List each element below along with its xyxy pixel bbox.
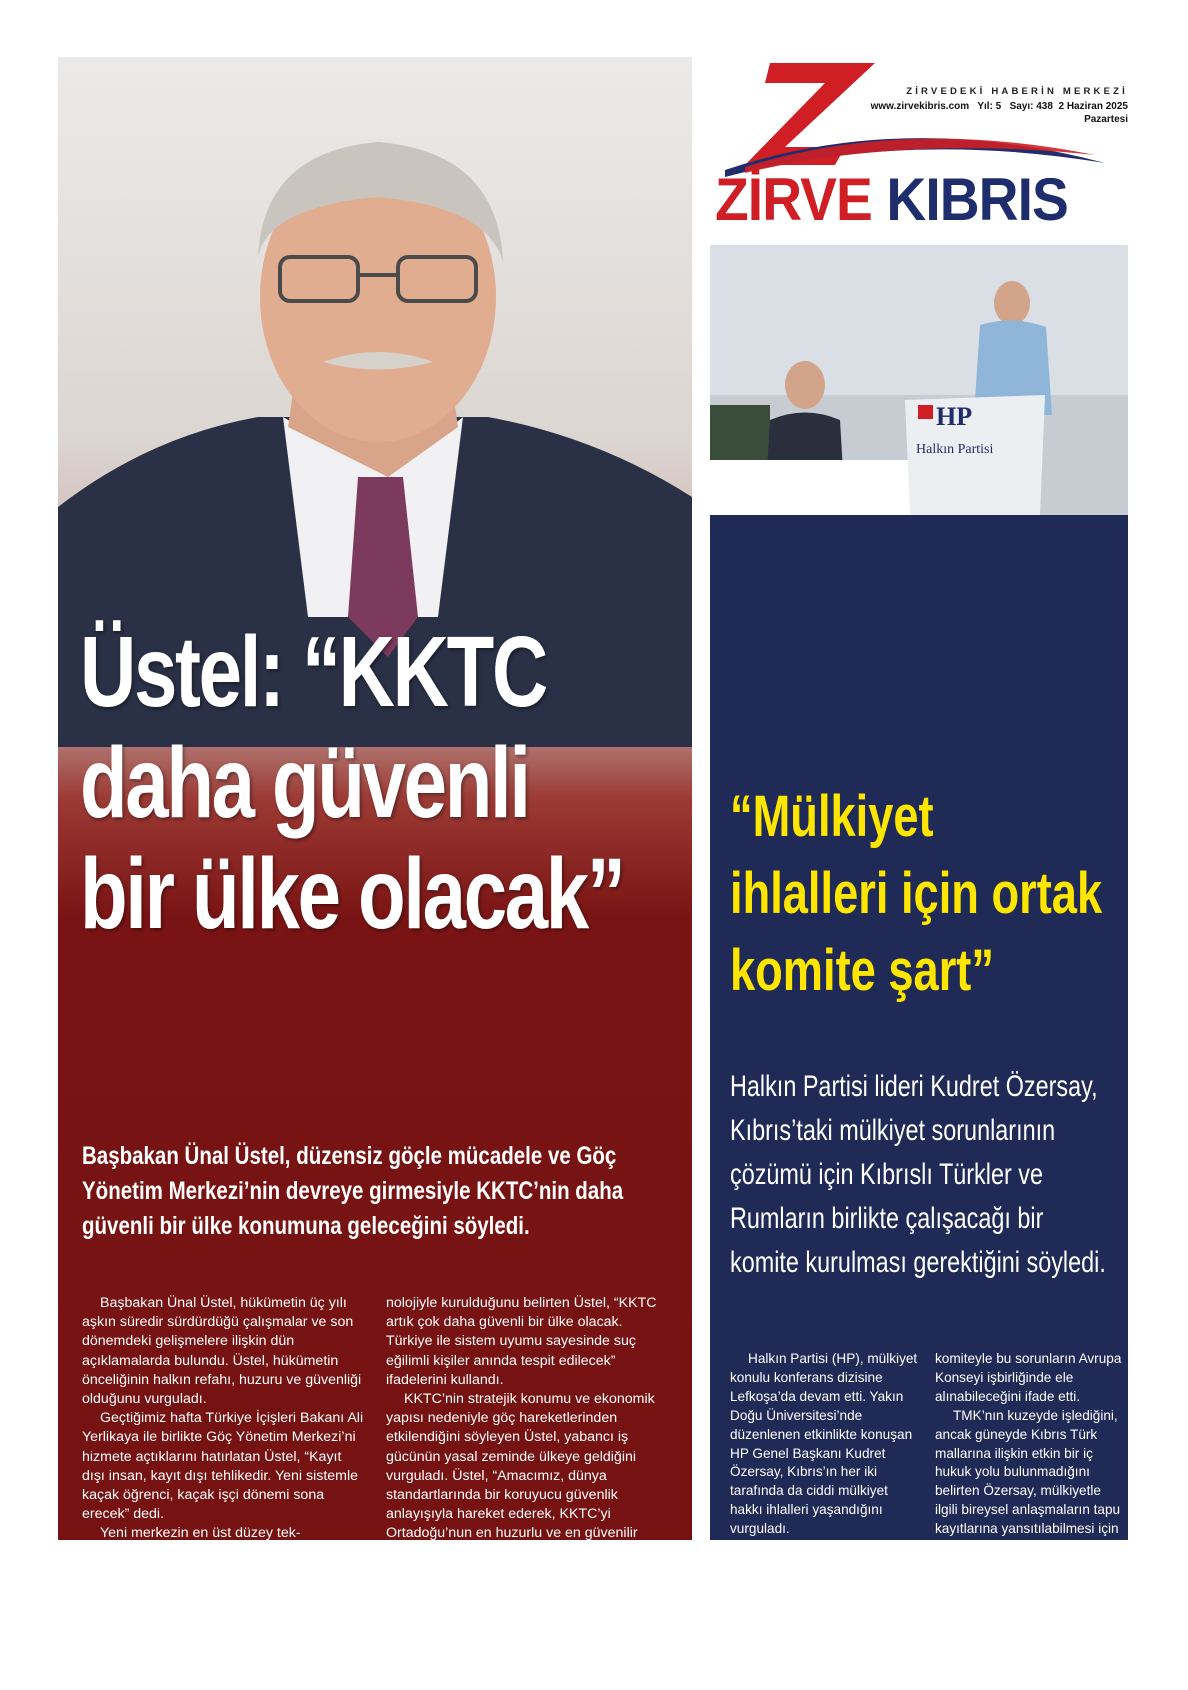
masthead-year: Yıl: 5 xyxy=(977,101,1002,112)
left-headline-line-1: Üstel: “KKTC xyxy=(80,616,546,728)
left-lede: Başbakan Ünal Üstel, düzensiz göçle mücadele ve Göç Yönetim Merkezi’nin devreye girmesiyle KKTC’nin daha güvenli bir ülke konumuna geleceğini söyledi. xyxy=(82,1142,624,1240)
brand-name-part-2: KIBRIS xyxy=(886,166,1068,233)
masthead-issue: Sayı: 438 xyxy=(1009,101,1053,112)
brand-name-part-1: ZİRVE xyxy=(715,166,872,233)
left-body xyxy=(82,1294,672,1563)
conference-photo xyxy=(710,245,1128,515)
left-headline xyxy=(80,617,681,950)
masthead-info xyxy=(840,101,1128,112)
masthead-day: Pazartesi xyxy=(1084,114,1128,125)
paragraph: Halkın Partisi (HP), mülkiyet konulu konferans dizisine Lefkoşa’da devam etti. Yakın Doğu Üniversitesi’nde düzenlenen etkinlikte konuşan HP Genel Başkanı Kudret Özersay, Kıbrıs’ın her iki tarafında da ciddi mülkiyet hakkı ihlalleri yaşandığını vurguladı. xyxy=(730,1351,918,1537)
right-body-column-2 xyxy=(935,1350,1126,1690)
left-body-column-1 xyxy=(82,1294,368,1563)
masthead-tagline: ZİRVEDEKİ HABERİN MERKEZİ xyxy=(906,86,1128,97)
right-headline xyxy=(730,778,1136,1009)
paragraph: TMK’nın kuzeyde işlediğini, ancak güneyde Kıbrıs Türk mallarına ilişkin etkin bir iç hukuk yolu bulunmadığını belirten Özersay, mülkiyetle ilgili bireysel anlaşmaların tapu kayıtlarına yansıtılabilmesi için de iki taraflı teknik işbirliği gerektiğini söyledi. xyxy=(935,1407,1121,1574)
right-headline-line-2: ihlalleri için ortak xyxy=(730,861,1103,926)
paragraph: Başbakan Ünal Üstel, hükümetin üç yılı aşkın süredir sürdürdüğü çalışmalar ve son dönemdeki gelişmelere ilişkin dün açıklamalarda bulundu. Üstel, hükümetin önceliğinin halkın refahı, huzuru ve güvenliği olduğunu vurguladı. xyxy=(82,1295,362,1408)
left-body-column-2 xyxy=(386,1294,672,1563)
paragraph: Özersay, “Kayıp şahıslar ve kültürel miras konularında olduğu gibi, mülkiyet meselesinde de kapsamlı çözümü beklemeden adımlar atılmalı” dedi. Kıbrıslı Türkler ve Rumların oluşturacağı bir ortak xyxy=(730,1540,914,1688)
paragraph: Geçtiğimiz hafta Türkiye İçişleri Bakanı Ali Yerlikaya ile birlikte Göç Yönetim Merkezi’ni hizmete açtıklarını hatırlatan Üstel, “Kayıt dışı insan, kayıt dışı tehlikedir. Yeni sistemle kaçak öğrenci, kaçak işçi dönemi sona erecek” dedi. xyxy=(82,1410,364,1523)
left-story-panel xyxy=(58,57,692,1561)
podium-text: Halkın Partisi xyxy=(916,442,994,457)
paragraph: KKTC’nin stratejik konumu ve ekonomik yapısı nedeniyle göç hareketlerinden etkilendiğini söyleyen Üstel, yabancı iş gücünün yasal zeminde ülkeye geldiğini vurguladı. Üstel, “Amacımız, dünya standartlarında bir koruyucu güvenlik anlayışıyla hareket ederek, KKTC’yi Ortadoğu’nun en huzurlu ve en güvenilir ülkesi haline getirmektir” diye konuştu. xyxy=(386,1391,655,1561)
paragraph: Konferansın açılışını yapan HP Lefkoşa İlçe Başkanı Mustafa Kendir ise mülkiyet sorununun tüm kesimleri etkilediğine dikkat çekti. xyxy=(935,1577,1118,1669)
right-lede: Halkın Partisi lideri Kudret Özersay, Kıbrıs’taki mülkiyet sorunlarının çözümü için Kıbrıslı Türkler ve Rumların birlikte çalışacağı bir komite kurulması gerektiğini söyledi. xyxy=(730,1070,1106,1279)
masthead-website[interactable]: www.zirvekibris.com xyxy=(870,101,970,112)
right-story-panel xyxy=(710,245,1128,1688)
brand-name xyxy=(715,165,1068,234)
right-body xyxy=(730,1350,1126,1690)
right-body-column-1 xyxy=(730,1350,921,1690)
paragraph: nolojiyle kurulduğunu belirten Üstel, “KKTC artık çok daha güvenli bir ülke olacak. Türkiye ile sistem uyumu sayesinde suç eğilimli kişiler anında tespit edilecek” ifadelerini kullandı. xyxy=(386,1295,657,1388)
masthead-date: 2 Haziran 2025 xyxy=(1058,101,1128,112)
left-headline-line-2: daha güvenli xyxy=(80,727,529,839)
right-headline-line-3: komite şart” xyxy=(730,938,995,1003)
left-headline-line-3: bir ülke olacak” xyxy=(80,838,624,950)
paragraph: komiteyle bu sorunların Avrupa Konseyi işbirliğinde ele alınabileceğini ifade etti. xyxy=(935,1351,1122,1404)
paragraph: Yeni merkezin en üst düzey tek- xyxy=(100,1525,301,1542)
right-headline-line-1: “Mülkiyet xyxy=(730,784,934,849)
podium-logo: HP xyxy=(936,402,973,431)
